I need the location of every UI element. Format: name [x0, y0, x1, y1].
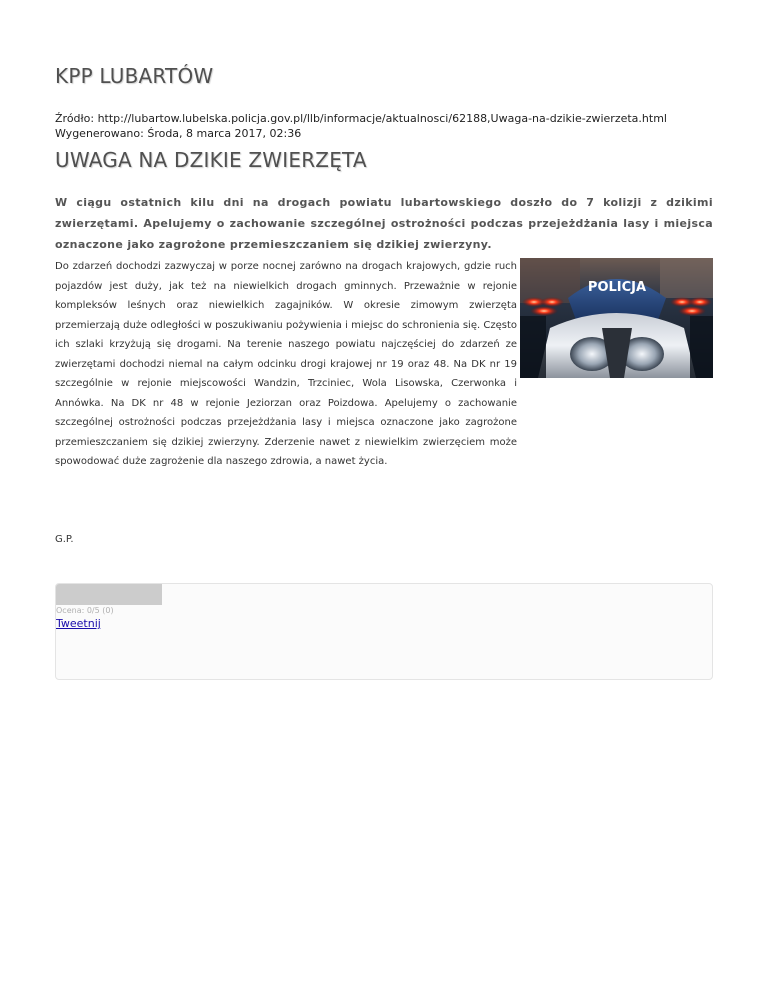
article-lead: W ciągu ostatnich kilu dni na drogach powiatu lubartowskiego doszło do 7 kolizji z dzikimi zwierzętami. Apelujemy o zachowanie szczególnej ostrożności podczas przejeżdżania lasy i miejsca oznaczone jako zagrożone przemieszczaniem się dzikiej zwierzyny.: [55, 196, 713, 251]
rating-stars-bar[interactable]: [56, 584, 162, 605]
police-motorcycle-image: [520, 258, 713, 378]
article-body: Do zdarzeń dochodzi zazwyczaj w porze nocnej zarówno na drogach krajowych, gdzie ruch pojazdów jest duży, jak też na niewielkich drogach gminnych. Przeważnie w rejonie kompleksów leśnych oraz niewielkich zagajników. W okresie zimowym zwierzęta przemierzają duże odległości w poszukiwaniu pożywienia i miejsc do schronienia się. Często ich szlaki krzyżują się drogami. Na terenie naszego powiatu najczęściej do zdarzeń ze zwierzętami dochodzi niemal na całym odcinku drogi krajowej nr 19 oraz 48. Na DK nr 19 szczególnie w rejonie miejscowości Wandzin, Trzciniec, Wola Lisowska, Czerwonka i Annówka. Na DK nr 48 w rejonie Jeziorzan oraz Poizdowa. Apelujemy o zachowanie szczególnej ostrożności podczas przejeżdżania lasy i miejsca oznaczone jako zagrożone przemieszczaniem się dzikiej zwierzyny. Zderzenie nawet z niewielkim zwierzęciem może spowodować duże zagrożenie dla naszego zdrowia, a nawet życia.: [55, 261, 517, 467]
article-title: UWAGA NA DZIKIE ZWIERZĘTA: [55, 148, 367, 172]
rating-panel: [55, 583, 713, 680]
source-meta: [55, 111, 667, 141]
article-photo: [520, 258, 713, 378]
site-title: KPP LUBARTÓW: [55, 64, 214, 88]
source-url-line: Źródło: http://lubartow.lubelska.policja.gov.pl/llb/informacje/aktualnosci/62188,Uwaga-na-dzikie-zwierzeta.html: [55, 112, 667, 125]
article-signature: G.P.: [55, 534, 74, 545]
tweet-link[interactable]: Tweetnij: [56, 617, 101, 630]
generated-date-line: Wygenerowano: Środa, 8 marca 2017, 02:36: [55, 127, 302, 140]
rating-label: Ocena: 0/5 (0): [56, 606, 114, 615]
photo-police-label: POLICJA: [587, 280, 647, 295]
